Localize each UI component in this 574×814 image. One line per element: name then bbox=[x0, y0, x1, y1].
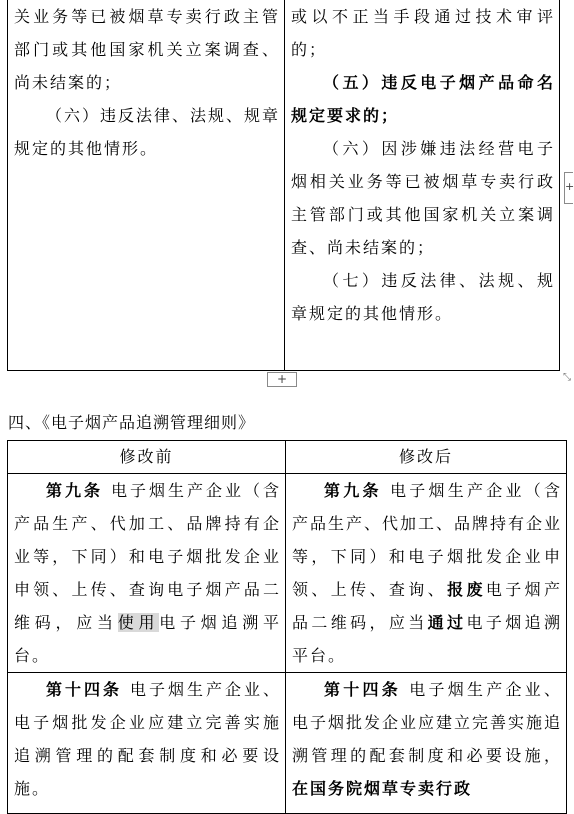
article-number: 第九条 bbox=[324, 481, 382, 500]
article-9-after-cell[interactable] bbox=[286, 474, 567, 673]
article-text: 电子烟生产企业、电子烟批发企业应建立完善实施追溯管理的配套制度和必要设施， bbox=[292, 680, 563, 765]
add-row-handle[interactable]: + bbox=[267, 372, 297, 387]
article-14-after-cell[interactable] bbox=[286, 673, 567, 814]
header-after[interactable]: 修改后 bbox=[286, 441, 567, 474]
upper-right-paragraph-3: （六）因涉嫌违法经营电子烟相关业务等已被烟草专卖行政主管部门或其他国家机关立案调查、尚未结案的； bbox=[291, 139, 555, 257]
upper-left-cell[interactable] bbox=[8, 0, 285, 371]
article-number: 第九条 bbox=[46, 481, 103, 500]
added-text: 通过 bbox=[427, 613, 467, 632]
add-column-handle[interactable]: + bbox=[564, 172, 573, 204]
article-text: 电子烟生产企业（含产品生产、代加工、品牌持有企业等，下同）和电子烟批发企业申领、上传、查询电子烟产品二维码，应当 bbox=[14, 481, 281, 632]
upper-left-paragraph-2: （六）违反法律、法规、规章规定的其他情形。 bbox=[14, 106, 281, 158]
header-row bbox=[8, 441, 567, 474]
lower-comparison-table bbox=[7, 440, 567, 814]
article-text: 电子烟生产企业、电子烟批发企业应建立完善实施追溯管理的配套制度和必要设施。 bbox=[14, 680, 281, 798]
added-text: 报废 bbox=[447, 580, 486, 599]
upper-comparison-table bbox=[7, 0, 560, 371]
section-title: 四、《电子烟产品追溯管理细则》 bbox=[8, 413, 256, 432]
article-number: 第十四条 bbox=[46, 680, 122, 699]
upper-right-cell[interactable] bbox=[285, 0, 560, 371]
table-row bbox=[8, 474, 567, 673]
article-text: 电子烟生产企业（含产品生产、代加工、品牌持有企业等，下同）和电子烟批发企业申领、上传、查询、 bbox=[292, 481, 563, 599]
article-9-before-cell[interactable] bbox=[8, 474, 286, 673]
article-14-before-cell[interactable] bbox=[8, 673, 286, 814]
added-text: 在国务院烟草专卖行政 bbox=[292, 779, 473, 798]
highlighted-text: 使用 bbox=[117, 613, 160, 632]
resize-handle-icon[interactable]: ⤡ bbox=[563, 372, 571, 383]
article-text: 电子烟追溯平台。 bbox=[14, 613, 281, 665]
upper-right-paragraph-2: （五）违反电子烟产品命名规定要求的； bbox=[291, 73, 555, 125]
article-text: 电子烟产品二维码，应当 bbox=[292, 580, 562, 632]
upper-right-paragraph-1: 或以不正当手段通过技术审评的； bbox=[291, 7, 555, 59]
article-text: 电子烟追溯平台。 bbox=[292, 613, 562, 665]
table-row bbox=[8, 0, 560, 371]
header-before[interactable]: 修改前 bbox=[8, 441, 286, 474]
upper-left-paragraph-1: 关业务等已被烟草专卖行政主管部门或其他国家机关立案调查、尚未结案的； bbox=[14, 7, 280, 92]
upper-right-paragraph-4: （七）违反法律、法规、规章规定的其他情形。 bbox=[291, 271, 555, 323]
article-number: 第十四条 bbox=[324, 680, 401, 699]
table-row bbox=[8, 673, 567, 814]
